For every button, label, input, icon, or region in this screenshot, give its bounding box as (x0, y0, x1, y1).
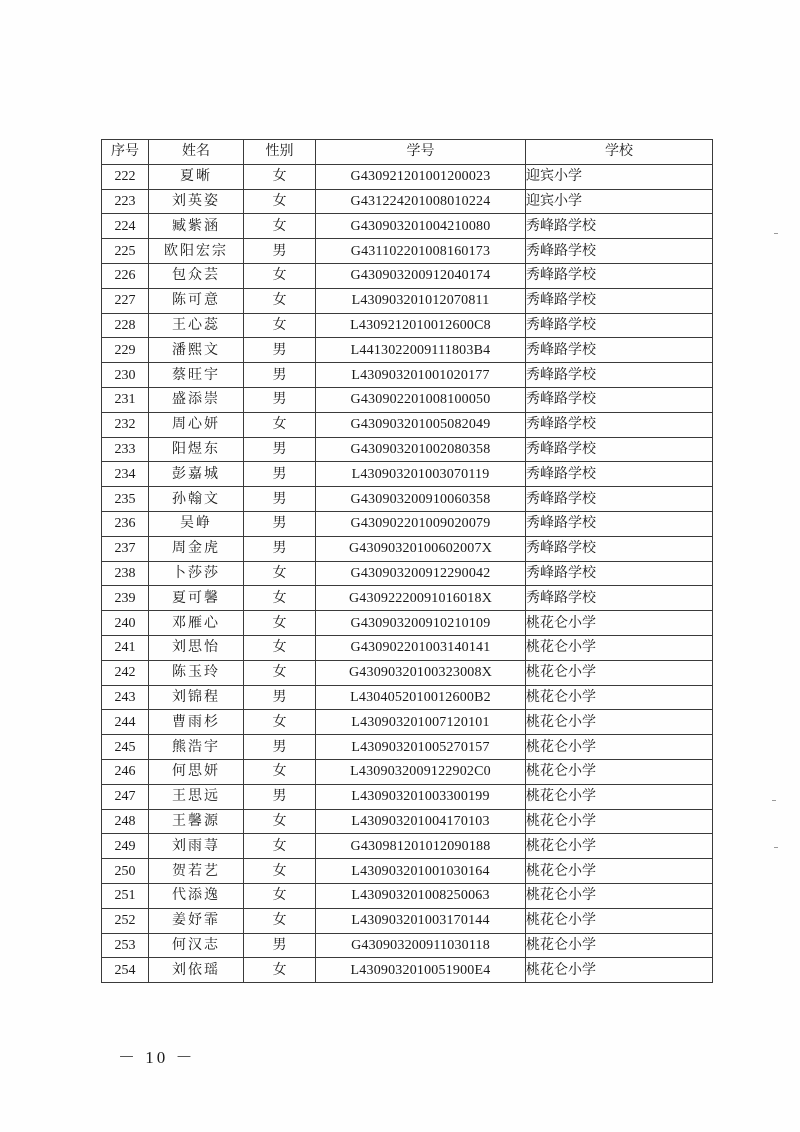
cell-school: 桃花仑小学 (526, 735, 713, 760)
cell-name: 邓雁心 (149, 611, 244, 636)
table-row (102, 363, 713, 388)
student-roster-table (101, 139, 713, 983)
cell-sex: 女 (244, 710, 316, 735)
cell-sex: 男 (244, 487, 316, 512)
cell-name: 熊浩宇 (149, 735, 244, 760)
cell-name: 卜莎莎 (149, 561, 244, 586)
cell-student-id: G43092220091016018X (316, 586, 526, 611)
cell-student-id: G430903201002080358 (316, 437, 526, 462)
cell-name: 何思妍 (149, 759, 244, 784)
table-row (102, 784, 713, 809)
cell-school: 桃花仑小学 (526, 611, 713, 636)
cell-sex: 女 (244, 586, 316, 611)
cell-name: 潘熙文 (149, 338, 244, 363)
cell-sex: 女 (244, 611, 316, 636)
cell-sex: 女 (244, 759, 316, 784)
cell-school: 秀峰路学校 (526, 239, 713, 264)
cell-name: 臧紫涵 (149, 214, 244, 239)
cell-name: 阳煜东 (149, 437, 244, 462)
cell-no: 243 (102, 685, 149, 710)
cell-school: 桃花仑小学 (526, 710, 713, 735)
scan-speck (774, 847, 778, 848)
table-row (102, 611, 713, 636)
cell-sex: 女 (244, 809, 316, 834)
cell-school: 秀峰路学校 (526, 263, 713, 288)
cell-no: 253 (102, 933, 149, 958)
cell-sex: 男 (244, 536, 316, 561)
cell-sex: 女 (244, 214, 316, 239)
table-row (102, 958, 713, 983)
cell-no: 244 (102, 710, 149, 735)
cell-school: 秀峰路学校 (526, 561, 713, 586)
cell-student-id: G430921201001200023 (316, 164, 526, 189)
cell-student-id: L430903201003070119 (316, 462, 526, 487)
cell-student-id: L430903201001020177 (316, 363, 526, 388)
table-row (102, 189, 713, 214)
cell-school: 桃花仑小学 (526, 883, 713, 908)
cell-student-id: L430903201007120101 (316, 710, 526, 735)
cell-no: 249 (102, 834, 149, 859)
cell-student-id: L4309032010051900E4 (316, 958, 526, 983)
cell-sex: 男 (244, 735, 316, 760)
cell-sex: 女 (244, 189, 316, 214)
cell-name: 姜妤霏 (149, 908, 244, 933)
cell-sex: 女 (244, 561, 316, 586)
cell-no: 251 (102, 883, 149, 908)
cell-name: 代添逸 (149, 883, 244, 908)
cell-no: 223 (102, 189, 149, 214)
cell-school: 秀峰路学校 (526, 313, 713, 338)
cell-name: 刘锦程 (149, 685, 244, 710)
cell-student-id: L430903201004170103 (316, 809, 526, 834)
cell-name: 贺若艺 (149, 859, 244, 884)
cell-name: 蔡旺宇 (149, 363, 244, 388)
cell-name: 王思远 (149, 784, 244, 809)
cell-student-id: L4309212010012600C8 (316, 313, 526, 338)
cell-school: 桃花仑小学 (526, 958, 713, 983)
table-row (102, 859, 713, 884)
cell-name: 夏可馨 (149, 586, 244, 611)
cell-no: 226 (102, 263, 149, 288)
cell-name: 刘思怡 (149, 635, 244, 660)
cell-no: 237 (102, 536, 149, 561)
cell-student-id: G430903200912040174 (316, 263, 526, 288)
cell-student-id: L4309032009122902C0 (316, 759, 526, 784)
table-row (102, 511, 713, 536)
table-row (102, 809, 713, 834)
table-row (102, 586, 713, 611)
cell-no: 232 (102, 412, 149, 437)
table-row (102, 462, 713, 487)
table-row (102, 214, 713, 239)
cell-student-id: G430981201012090188 (316, 834, 526, 859)
cell-school: 秀峰路学校 (526, 214, 713, 239)
cell-name: 周金虎 (149, 536, 244, 561)
cell-school: 秀峰路学校 (526, 462, 713, 487)
cell-sex: 女 (244, 313, 316, 338)
cell-sex: 男 (244, 363, 316, 388)
cell-no: 241 (102, 635, 149, 660)
cell-school: 桃花仑小学 (526, 933, 713, 958)
cell-no: 248 (102, 809, 149, 834)
table-row (102, 834, 713, 859)
cell-student-id: G430903201004210080 (316, 214, 526, 239)
cell-student-id: L430903201008250063 (316, 883, 526, 908)
cell-school: 桃花仑小学 (526, 759, 713, 784)
cell-student-id: L430903201001030164 (316, 859, 526, 884)
cell-school: 秀峰路学校 (526, 412, 713, 437)
cell-name: 夏晰 (149, 164, 244, 189)
cell-name: 彭嘉城 (149, 462, 244, 487)
cell-name: 吴峥 (149, 511, 244, 536)
cell-school: 秀峰路学校 (526, 511, 713, 536)
cell-sex: 女 (244, 635, 316, 660)
table-row (102, 412, 713, 437)
cell-student-id: G430903200912290042 (316, 561, 526, 586)
table-row (102, 338, 713, 363)
cell-no: 235 (102, 487, 149, 512)
cell-sex: 男 (244, 239, 316, 264)
cell-school: 桃花仑小学 (526, 660, 713, 685)
cell-name: 曹雨杉 (149, 710, 244, 735)
table-row (102, 883, 713, 908)
cell-no: 222 (102, 164, 149, 189)
cell-no: 240 (102, 611, 149, 636)
cell-no: 225 (102, 239, 149, 264)
table-row (102, 561, 713, 586)
cell-name: 何汉志 (149, 933, 244, 958)
header-sex: 性别 (244, 140, 316, 165)
table-body (102, 164, 713, 982)
cell-sex: 男 (244, 462, 316, 487)
cell-school: 桃花仑小学 (526, 809, 713, 834)
table-row (102, 660, 713, 685)
cell-school: 桃花仑小学 (526, 685, 713, 710)
cell-name: 刘依瑶 (149, 958, 244, 983)
cell-school: 迎宾小学 (526, 164, 713, 189)
table-row (102, 239, 713, 264)
cell-student-id: L430903201005270157 (316, 735, 526, 760)
scan-speck (772, 800, 776, 801)
cell-no: 229 (102, 338, 149, 363)
cell-student-id: L430903201003300199 (316, 784, 526, 809)
cell-no: 231 (102, 387, 149, 412)
cell-name: 包众芸 (149, 263, 244, 288)
table-row (102, 288, 713, 313)
cell-school: 秀峰路学校 (526, 536, 713, 561)
cell-sex: 女 (244, 263, 316, 288)
cell-student-id: G43090320100323008X (316, 660, 526, 685)
header-name: 姓名 (149, 140, 244, 165)
cell-sex: 女 (244, 660, 316, 685)
cell-sex: 女 (244, 958, 316, 983)
cell-name: 欧阳宏宗 (149, 239, 244, 264)
cell-name: 孙翰文 (149, 487, 244, 512)
header-school: 学校 (526, 140, 713, 165)
cell-no: 250 (102, 859, 149, 884)
table-row (102, 710, 713, 735)
scan-speck (774, 233, 778, 234)
cell-student-id: G430902201003140141 (316, 635, 526, 660)
cell-no: 252 (102, 908, 149, 933)
cell-school: 桃花仑小学 (526, 908, 713, 933)
cell-sex: 女 (244, 908, 316, 933)
cell-name: 刘英姿 (149, 189, 244, 214)
cell-name: 盛添崇 (149, 387, 244, 412)
cell-student-id: L4413022009111803B4 (316, 338, 526, 363)
cell-school: 秀峰路学校 (526, 586, 713, 611)
cell-school: 秀峰路学校 (526, 288, 713, 313)
cell-student-id: G43090320100602007X (316, 536, 526, 561)
table-row (102, 635, 713, 660)
cell-sex: 男 (244, 933, 316, 958)
cell-sex: 女 (244, 288, 316, 313)
page-number: － 10 － (118, 1048, 196, 1067)
table-row (102, 908, 713, 933)
table-header-row (102, 140, 713, 165)
cell-sex: 男 (244, 784, 316, 809)
cell-sex: 女 (244, 859, 316, 884)
cell-name: 刘雨荨 (149, 834, 244, 859)
cell-sex: 男 (244, 437, 316, 462)
cell-school: 秀峰路学校 (526, 387, 713, 412)
cell-student-id: G430903200910210109 (316, 611, 526, 636)
table-row (102, 164, 713, 189)
table-row (102, 387, 713, 412)
cell-name: 周心妍 (149, 412, 244, 437)
cell-sex: 女 (244, 834, 316, 859)
cell-no: 236 (102, 511, 149, 536)
table-row (102, 437, 713, 462)
cell-student-id: G430903201005082049 (316, 412, 526, 437)
cell-no: 239 (102, 586, 149, 611)
cell-no: 233 (102, 437, 149, 462)
cell-student-id: G430903200911030118 (316, 933, 526, 958)
cell-no: 242 (102, 660, 149, 685)
cell-no: 246 (102, 759, 149, 784)
table-row (102, 933, 713, 958)
cell-sex: 男 (244, 387, 316, 412)
cell-no: 254 (102, 958, 149, 983)
table-row (102, 685, 713, 710)
cell-no: 245 (102, 735, 149, 760)
cell-sex: 女 (244, 164, 316, 189)
cell-student-id: G431102201008160173 (316, 239, 526, 264)
cell-school: 桃花仑小学 (526, 834, 713, 859)
table-row (102, 536, 713, 561)
cell-school: 桃花仑小学 (526, 635, 713, 660)
cell-sex: 女 (244, 412, 316, 437)
cell-school: 桃花仑小学 (526, 784, 713, 809)
cell-sex: 女 (244, 883, 316, 908)
cell-sex: 男 (244, 338, 316, 363)
table-row (102, 735, 713, 760)
header-no: 序号 (102, 140, 149, 165)
cell-school: 迎宾小学 (526, 189, 713, 214)
cell-no: 224 (102, 214, 149, 239)
cell-school: 秀峰路学校 (526, 363, 713, 388)
table-row (102, 487, 713, 512)
cell-school: 秀峰路学校 (526, 487, 713, 512)
cell-student-id: G430902201009020079 (316, 511, 526, 536)
table-row (102, 313, 713, 338)
cell-sex: 男 (244, 511, 316, 536)
cell-no: 228 (102, 313, 149, 338)
cell-school: 桃花仑小学 (526, 859, 713, 884)
cell-no: 234 (102, 462, 149, 487)
cell-school: 秀峰路学校 (526, 437, 713, 462)
cell-student-id: L430903201003170144 (316, 908, 526, 933)
cell-no: 247 (102, 784, 149, 809)
cell-student-id: L4304052010012600B2 (316, 685, 526, 710)
table-row (102, 759, 713, 784)
cell-student-id: G430902201008100050 (316, 387, 526, 412)
cell-no: 238 (102, 561, 149, 586)
cell-student-id: G430903200910060358 (316, 487, 526, 512)
header-student-id: 学号 (316, 140, 526, 165)
cell-student-id: G431224201008010224 (316, 189, 526, 214)
cell-no: 230 (102, 363, 149, 388)
cell-name: 王心蕊 (149, 313, 244, 338)
cell-name: 王馨源 (149, 809, 244, 834)
table-row (102, 263, 713, 288)
cell-student-id: L430903201012070811 (316, 288, 526, 313)
cell-no: 227 (102, 288, 149, 313)
cell-name: 陈可意 (149, 288, 244, 313)
cell-sex: 男 (244, 685, 316, 710)
cell-name: 陈玉玲 (149, 660, 244, 685)
cell-school: 秀峰路学校 (526, 338, 713, 363)
